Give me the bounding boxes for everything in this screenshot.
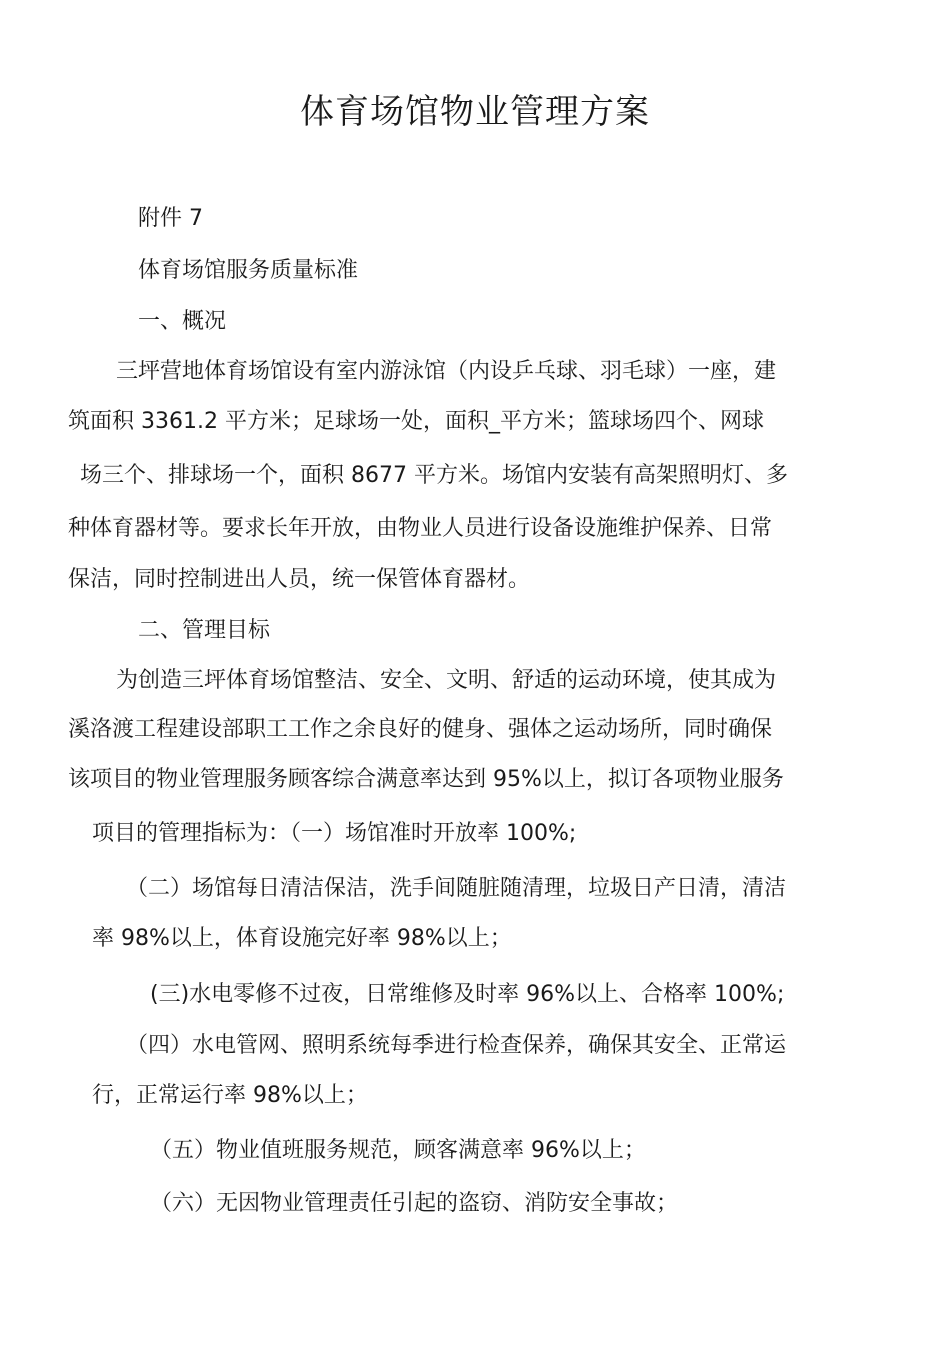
paragraph-line: 项目的管理指标为：（一）场馆准时开放率 100%; bbox=[92, 821, 577, 846]
list-item-continuation: 率 98%以上，体育设施完好率 98%以上； bbox=[92, 926, 512, 951]
paragraph-line: 筑面积 3361.2 平方米；足球场一处，面积_平方米；篮球场四个、网球 bbox=[68, 409, 764, 434]
paragraph-line: 种体育器材等。要求长年开放，由物业人员进行设备设施维护保养、日常 bbox=[68, 516, 773, 541]
paragraph-line: 场三个、排球场一个，面积 8677 平方米。场馆内安装有高架照明灯、多 bbox=[80, 463, 788, 488]
paragraph-line: 该项目的物业管理服务顾客综合满意率达到 95%以上，拟订各项物业服务 bbox=[68, 767, 784, 792]
list-item: （四）水电管网、照明系统每季进行检查保养，确保其安全、正常运 bbox=[126, 1033, 787, 1058]
list-item: （五）物业值班服务规范，顾客满意率 96%以上； bbox=[150, 1138, 646, 1163]
section-heading-overview: 一、概况 bbox=[138, 309, 227, 334]
paragraph-line: 保洁，同时控制进出人员，统一保管体育器材。 bbox=[68, 567, 531, 592]
attachment-label: 附件 7 bbox=[138, 206, 203, 231]
list-item: （六）无因物业管理责任引起的盗窃、消防安全事故； bbox=[150, 1191, 679, 1216]
list-item: （二）场馆每日清洁保洁，洗手间随脏随清理，垃圾日产日清，清洁 bbox=[126, 876, 787, 901]
section-heading-goals: 二、管理目标 bbox=[138, 618, 271, 643]
document-title: 体育场馆物业管理方案 bbox=[300, 92, 650, 132]
paragraph-line: 为创造三坪体育场馆整洁、安全、文明、舒适的运动环境，使其成为 bbox=[116, 668, 777, 693]
list-item: (三)水电零修不过夜，日常维修及时率 96%以上、合格率 100%; bbox=[150, 982, 785, 1007]
paragraph-line: 溪洛渡工程建设部职工工作之余良好的健身、强体之运动场所，同时确保 bbox=[68, 717, 773, 742]
paragraph-line: 三坪营地体育场馆设有室内游泳馆（内设乒乓球、羽毛球）一座，建 bbox=[116, 359, 777, 384]
document-subtitle: 体育场馆服务质量标准 bbox=[138, 258, 359, 283]
list-item-continuation: 行，正常运行率 98%以上； bbox=[92, 1083, 368, 1108]
